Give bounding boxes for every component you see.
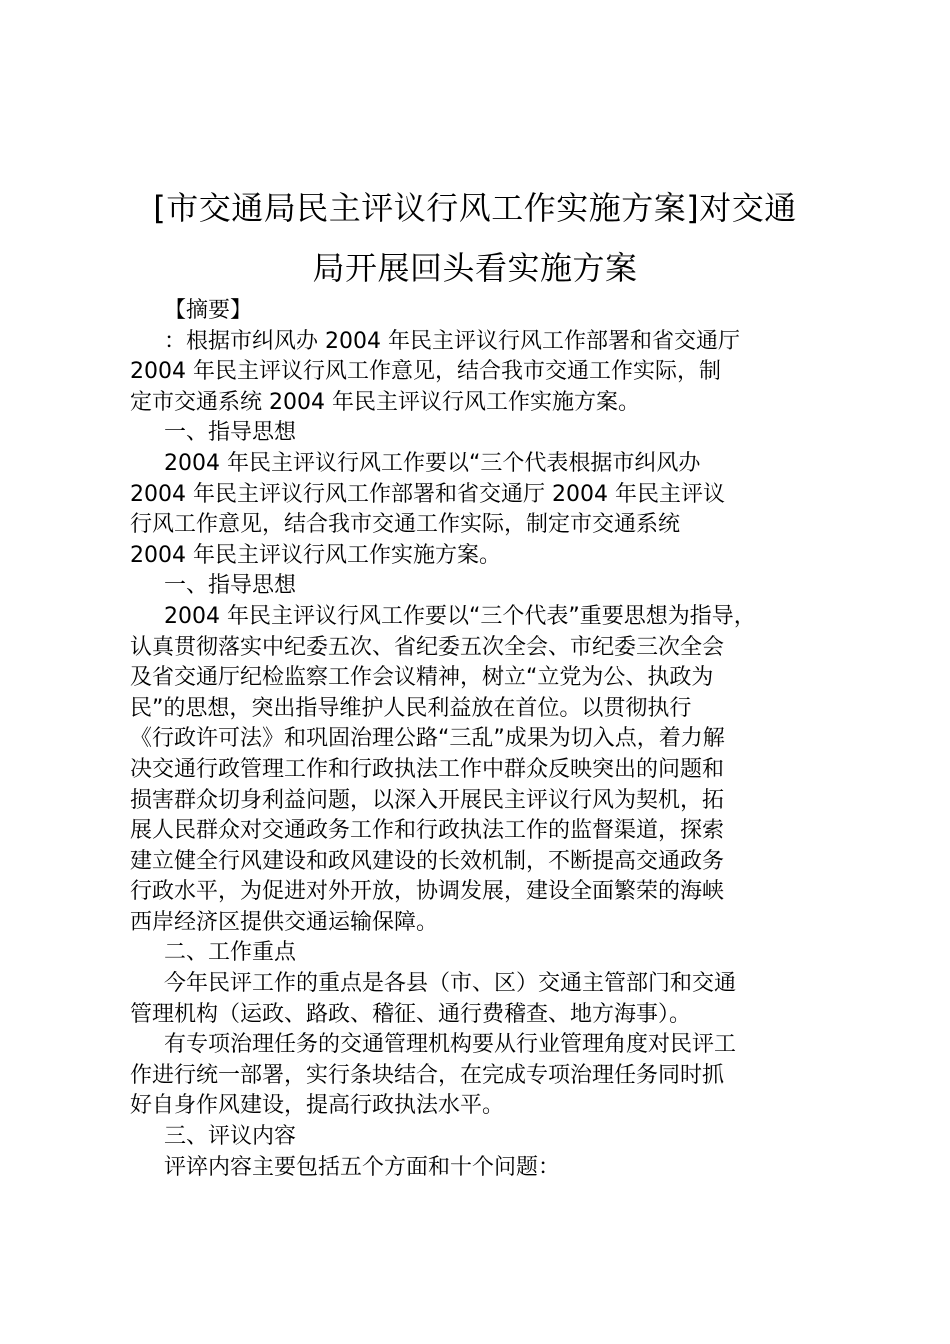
body-text-line: 建立健全行风建设和政风建设的长效机制，不断提高交通政务 xyxy=(130,848,725,874)
body-text-line: 三、评议内容 xyxy=(164,1124,297,1150)
body-text-line: 2004 年民主评议行风工作要以“三个代表”重要思想为指导， xyxy=(164,603,756,629)
document-title-line-2: 局开展回头看实施方案 xyxy=(312,249,638,287)
body-text-line: 作进行统一部署，实行条块结合，在完成专项治理任务同时抓 xyxy=(130,1062,725,1088)
body-text-line: 管理机构（运政、路政、稽征、通行费稽查、地方海事）。 xyxy=(130,1001,692,1027)
body-text-line: 二、工作重点 xyxy=(164,940,297,966)
body-text-line: 2004 年民主评议行风工作要以“三个代表根据市纠风办 xyxy=(164,450,701,476)
body-text-line: 行政水平，为促进对外开放，协调发展，建设全面繁荣的海峡 xyxy=(130,879,725,905)
body-text-line: 及省交通厅纪检监察工作会议精神，树立“立党为公、执政为 xyxy=(130,665,714,691)
body-text-line: 一、指导思想 xyxy=(164,573,297,599)
body-text-line: 《行政许可法》和巩固治理公路“三乱”成果为切入点，着力解 xyxy=(130,726,725,752)
body-text-line: 决交通行政管理工作和行政执法工作中群众反映突出的问题和 xyxy=(130,756,725,782)
document-body xyxy=(130,296,830,1183)
body-text-line: 民”的思想，突出指导维护人民利益放在首位。以贯彻执行 xyxy=(130,695,692,721)
body-text-line: 2004 年民主评议行风工作实施方案。 xyxy=(130,542,501,568)
body-text-line: 2004 年民主评议行风工作部署和省交通厅 2004 年民主评议 xyxy=(130,481,725,507)
body-text-line: 【摘要】 xyxy=(164,298,253,323)
document-title-line-1: [市交通局民主评议行风工作实施方案]对交通 xyxy=(153,189,797,227)
body-text-line: 展人民群众对交通政务工作和行政执法工作的监督渠道，探索 xyxy=(130,818,725,844)
body-text-line: 2004 年民主评议行风工作意见，结合我市交通工作实际，制 xyxy=(130,359,721,385)
body-text-line: 定市交通系统 2004 年民主评议行风工作实施方案。 xyxy=(130,389,640,415)
body-text-line: 西岸经济区提供交通运输保障。 xyxy=(130,909,439,935)
body-text-line: 行风工作意见，结合我市交通工作实际，制定市交通系统 xyxy=(130,512,681,538)
body-text-line: 好自身作风建设，提高行政执法水平。 xyxy=(130,1093,505,1119)
body-text-line: 评谇内容主要包括五个方面和十个问题： xyxy=(164,1154,561,1180)
body-text-line: 有专项治理任务的交通管理机构要从行业管理角度对民评工 xyxy=(164,1032,737,1058)
body-text-line: 今年民评工作的重点是各县（市、区）交通主管部门和交通 xyxy=(164,971,737,997)
body-text-line: 认真贯彻落实中纪委五次、省纪委五次全会、市纪委三次全会 xyxy=(130,634,725,660)
body-text-line: ：根据市纠风办 2004 年民主评议行风工作部署和省交通厅 xyxy=(164,328,740,354)
body-text-line: 损害群众切身利益问题，以深入开展民主评议行风为契机，拓 xyxy=(130,787,725,813)
body-text-line: 一、指导思想 xyxy=(164,420,297,446)
